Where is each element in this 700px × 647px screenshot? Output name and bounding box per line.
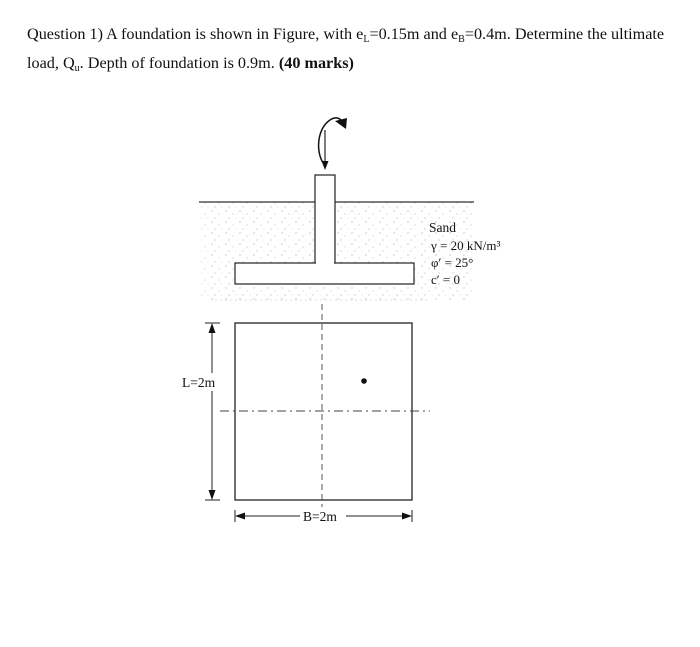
soil-cohesion: c′ = 0 xyxy=(431,272,460,287)
soil-friction-angle: φ′ = 25° xyxy=(431,255,474,270)
footing xyxy=(235,263,414,284)
marks-label: (40 marks) xyxy=(278,54,354,72)
dim-B-label: B=2m xyxy=(303,509,337,524)
footing-plan xyxy=(235,323,412,500)
soil-unit-weight: γ = 20 kN/m³ xyxy=(431,238,501,253)
soil-name: Sand xyxy=(429,220,456,235)
load-point xyxy=(361,378,367,384)
moment-arrow-icon xyxy=(319,118,344,166)
column xyxy=(315,175,335,267)
question-text: Question 1) A foundation is shown in Figure, with $e_L=0.15m$ and $e_B=0.4m$. Determine the ultimate load, $Q_u$. Depth of foundation is 0.9m. (40 marks) xyxy=(27,25,665,74)
dim-L-label: L=2m xyxy=(182,375,216,390)
